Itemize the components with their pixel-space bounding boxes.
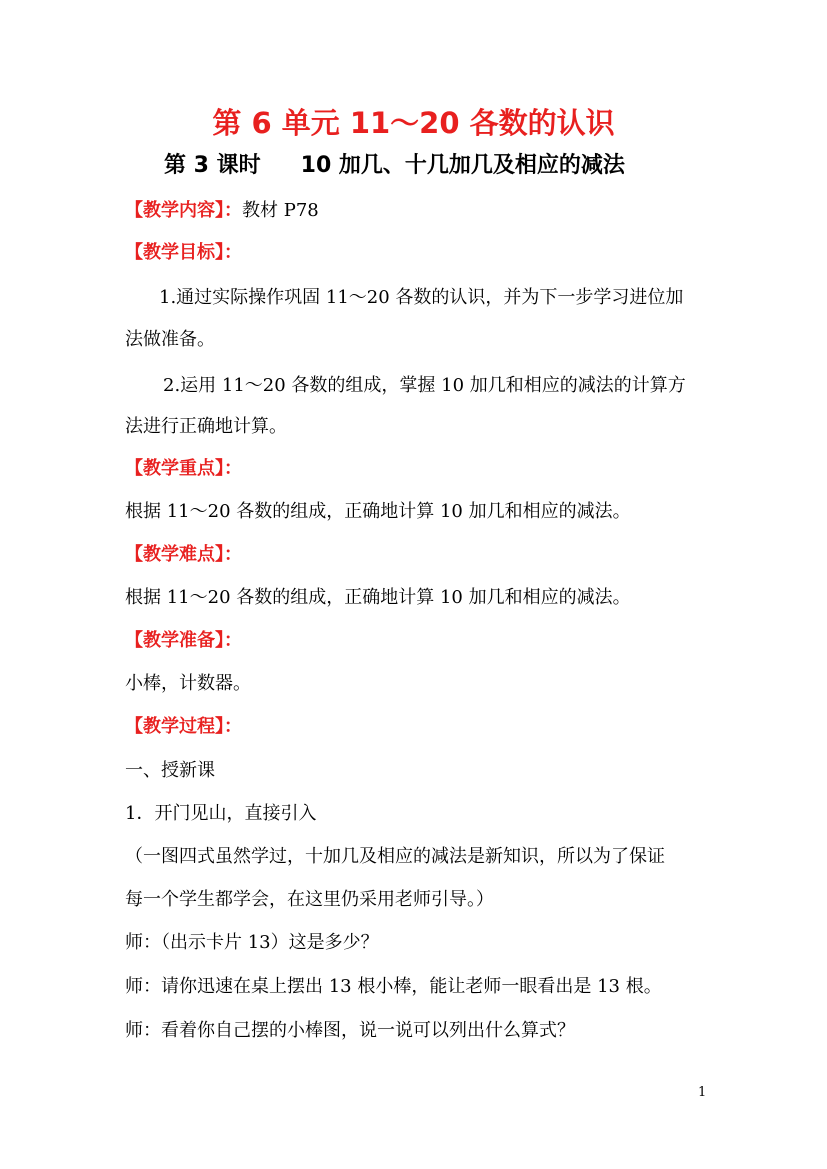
preparation-heading: 【教学准备】： (125, 630, 242, 651)
unit-title: 第 6 单元 11～20 各数的认识 (212, 106, 615, 140)
lesson-topic: 10 加几、十几加几及相应的减法 (300, 153, 625, 178)
section-new-lesson: 一、授新课 (125, 760, 215, 781)
lesson-number: 第 3 课时 (164, 153, 261, 178)
dialog-line-1: 师：（出示卡片 13）这是多少？ (125, 932, 379, 953)
note-line-1: （一图四式虽然学过，十加几及相应的减法是新知识，所以为了保证 (125, 846, 665, 867)
preparation-text: 小棒，计数器。 (125, 673, 251, 694)
note-line-2: 每一个学生都学会，在这里仍采用老师引导。） (125, 889, 494, 910)
difficulties-heading: 【教学难点】： (125, 544, 242, 565)
process-heading: 【教学过程】： (125, 716, 242, 737)
teaching-content-row (125, 199, 319, 223)
teaching-content-text: 教材 P78 (242, 200, 319, 221)
teaching-goals-heading: 【教学目标】： (125, 242, 242, 263)
goal-2-line-2: 法进行正确地计算。 (125, 416, 287, 437)
goal-1-line-1: 1.通过实际操作巩固 11～20 各数的认识，并为下一步学习进位加 (159, 287, 684, 308)
difficulties-text: 根据 11～20 各数的组成，正确地计算 10 加几和相应的减法。 (125, 587, 631, 608)
dialog-line-3: 师：看着你自己摆的小棒图，说一说可以列出什么算式？ (125, 1020, 575, 1041)
key-points-text: 根据 11～20 各数的组成，正确地计算 10 加几和相应的减法。 (125, 501, 631, 522)
dialog-line-2: 师：请你迅速在桌上摆出 13 根小棒，能让老师一眼看出是 13 根。 (125, 976, 662, 997)
page-number: 1 (698, 1085, 707, 1100)
lesson-subtitle (164, 151, 625, 181)
key-points-heading: 【教学重点】： (125, 458, 242, 479)
step-1: 1．开门见山，直接引入 (125, 803, 317, 824)
goal-1-line-2: 法做准备。 (125, 329, 215, 350)
goal-2-line-1: 2.运用 11～20 各数的组成，掌握 10 加几和相应的减法的计算方 (163, 375, 686, 396)
teaching-content-heading: 【教学内容】： (125, 200, 242, 221)
